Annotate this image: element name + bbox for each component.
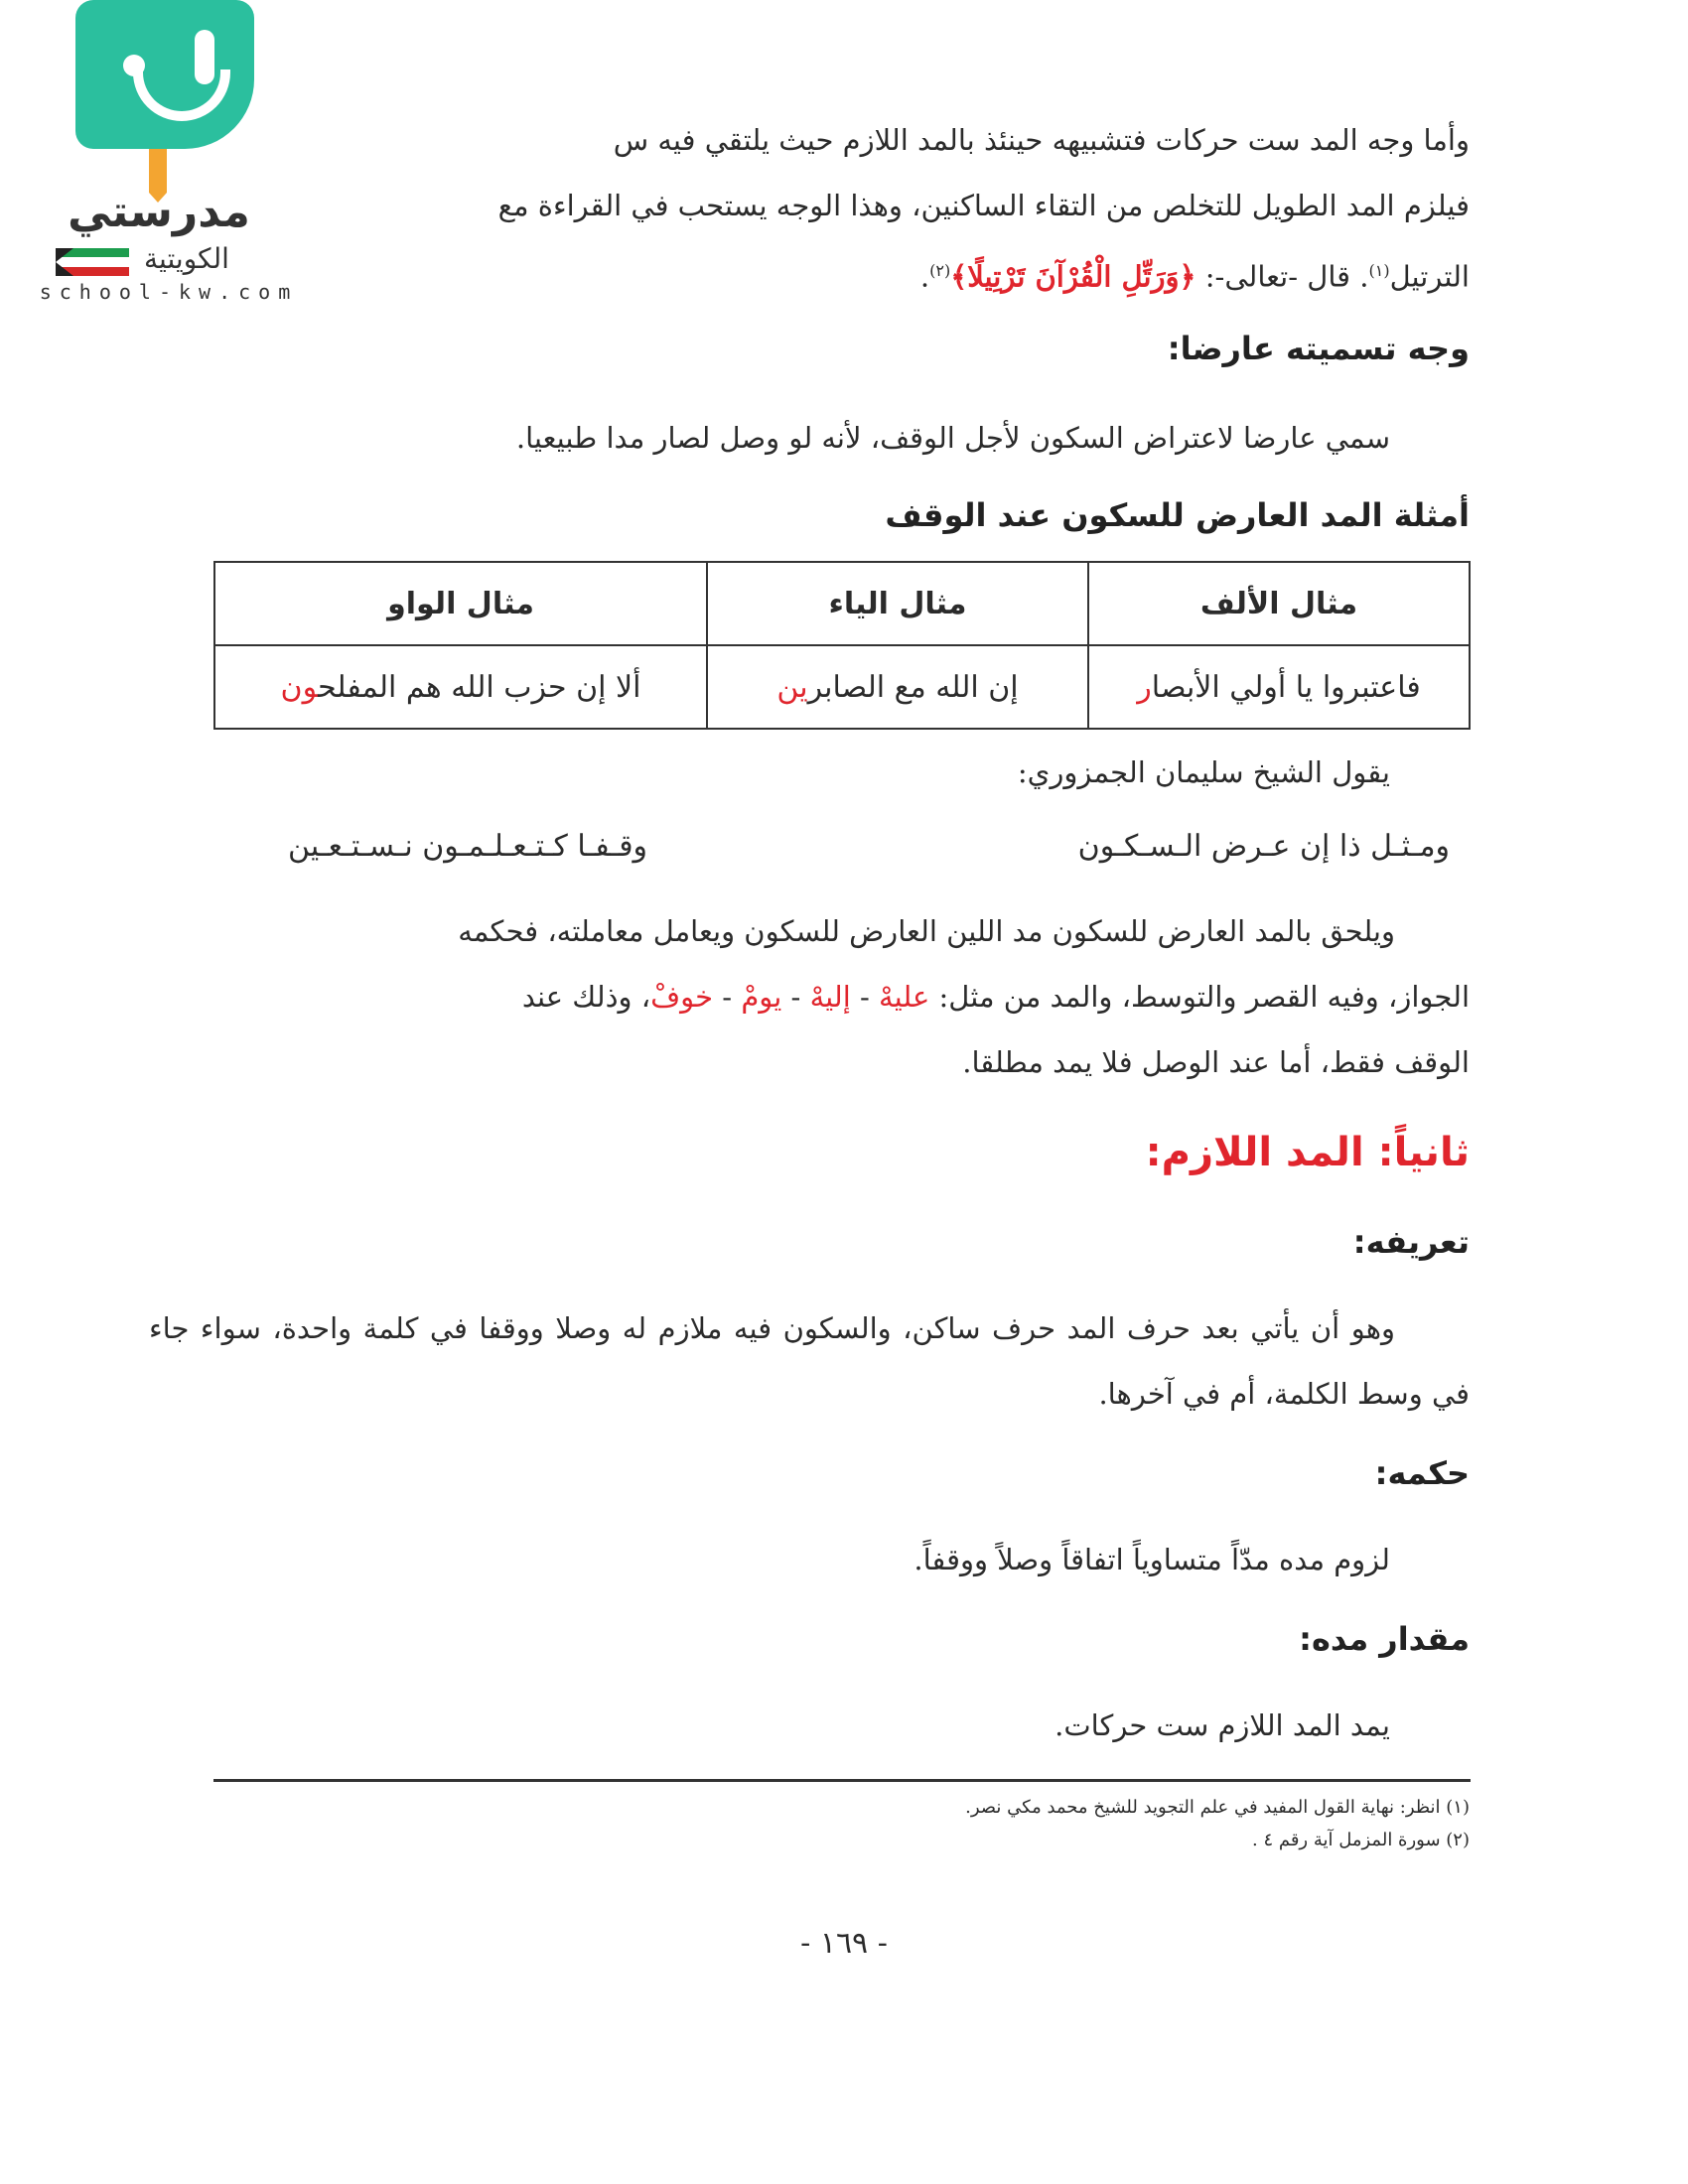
intro-line-3 xyxy=(233,238,1470,310)
separator: - xyxy=(850,980,880,1014)
cell-ya-highlight: ين xyxy=(776,669,808,705)
example-word-2: إليهْ xyxy=(809,980,851,1014)
lin-line-2-end: ، وذلك عند xyxy=(521,980,651,1014)
example-word-4: خوفْ xyxy=(650,980,714,1014)
separator: - xyxy=(781,980,810,1014)
cell-alif-text: فاعتبروا يا أولي الأبصا xyxy=(1151,669,1421,705)
cell-alif-highlight: ر xyxy=(1137,669,1152,705)
lin-paragraph xyxy=(149,898,1470,1095)
footnote-ref-2[interactable]: (٢) xyxy=(929,261,951,280)
naming-heading: وجه تسميته عارضا: xyxy=(1167,330,1470,367)
logo-badge-icon xyxy=(75,0,254,149)
lin-line-1: ويلحق بالمد العارض للسكون مد اللين العارض للسكون ويعامل معاملته، فحكمه xyxy=(458,914,1395,948)
cell-waw xyxy=(214,645,707,729)
kuwait-flag-icon xyxy=(56,248,129,276)
definition-heading: تعريفه: xyxy=(1352,1223,1470,1261)
poem-verse xyxy=(238,829,1470,864)
logo-title: مدرستي xyxy=(68,187,250,237)
page-number: - ١٦٩ - xyxy=(800,1926,888,1961)
lin-line-2 xyxy=(149,964,1470,1029)
ruling-heading: حكمه: xyxy=(1374,1454,1470,1492)
lazim-heading: ثانياً: المد اللازم: xyxy=(1145,1130,1470,1175)
logo-url: school-kw.com xyxy=(39,280,299,304)
separator: - xyxy=(713,980,742,1014)
logo-country: الكويتية xyxy=(144,242,229,275)
cell-waw-highlight: ون xyxy=(280,669,319,705)
examples-table xyxy=(213,561,1471,730)
example-word-1: عليهْ xyxy=(879,980,930,1014)
table-header-row xyxy=(214,562,1470,645)
amount-heading: مقدار مده: xyxy=(1299,1620,1470,1658)
cell-alif xyxy=(1088,645,1470,729)
intro-line-3-start: الترتيل xyxy=(1389,259,1470,294)
intro-line-2: فيلزم المد الطويل للتخلص من التقاء الساكنين، وهذا الوجه يستحب في القراءة مع xyxy=(497,189,1470,222)
quran-verse: ﴿وَرَتِّلِ الْقُرْآنَ تَرْتِيلًا﴾ xyxy=(950,259,1196,294)
definition-text: وهو أن يأتي بعد حرف المد حرف ساكن، والسكون فيه ملازم له وصلا ووقفا في كلمة واحدة، سواء جاء في وسط الكلمة، أم في آخرها. xyxy=(149,1311,1470,1411)
amount-text: يمد المد اللازم ست حركات. xyxy=(1055,1708,1390,1742)
footnote-1: (١) انظر: نهاية القول المفيد في علم التجويد للشيخ محمد مكي نصر. xyxy=(965,1797,1470,1818)
intro-line-3-end: . xyxy=(919,259,930,294)
table-row xyxy=(214,645,1470,729)
poem-hemistich-2: وقـفـا كـتـعـلـمـون نـسـتـعـين xyxy=(288,829,648,864)
examples-heading: أمثلة المد العارض للسكون عند الوقف xyxy=(885,496,1470,534)
footnote-divider xyxy=(213,1779,1471,1782)
ruling-text: لزوم مده مدّاً متساوياً اتفاقاً وصلاً ووقفاً. xyxy=(914,1543,1390,1576)
footnote-2: (٢) سورة المزمل آية رقم ٤ . xyxy=(1252,1830,1470,1850)
intro-line-3-mid: . قال -تعالى-: xyxy=(1196,259,1369,294)
naming-text: سمي عارضا لاعتراض السكون لأجل الوقف، لأنه لو وصل لصار مدا طبيعيا. xyxy=(515,421,1390,455)
example-word-3: يومْ xyxy=(741,980,782,1014)
cell-waw-text: ألا إن حزب الله هم المفلح xyxy=(318,669,641,705)
poem-hemistich-1: ومـثـل ذا إن عـرض الـسـكـون xyxy=(1077,829,1450,864)
cell-ya xyxy=(707,645,1088,729)
header-ya: مثال الياء xyxy=(707,562,1088,645)
lin-line-2-start: الجواز، وفيه القصر والتوسط، والمد من مثل: xyxy=(929,980,1470,1014)
lin-line-3: الوقف فقط، أما عند الوصل فلا يمد مطلقا. xyxy=(962,1045,1470,1079)
poem-intro: يقول الشيخ سليمان الجمزوري: xyxy=(1017,755,1390,789)
header-alif: مثال الألف xyxy=(1088,562,1470,645)
cell-ya-text: إن الله مع الصابر xyxy=(807,669,1019,705)
header-waw: مثال الواو xyxy=(214,562,707,645)
intro-paragraph xyxy=(233,107,1470,310)
intro-line-1: وأما وجه المد ست حركات فتشبيهه حينئذ بالمد اللازم حيث يلتقي فيه س xyxy=(613,123,1470,157)
footnote-ref-1[interactable]: (١) xyxy=(1368,261,1390,280)
